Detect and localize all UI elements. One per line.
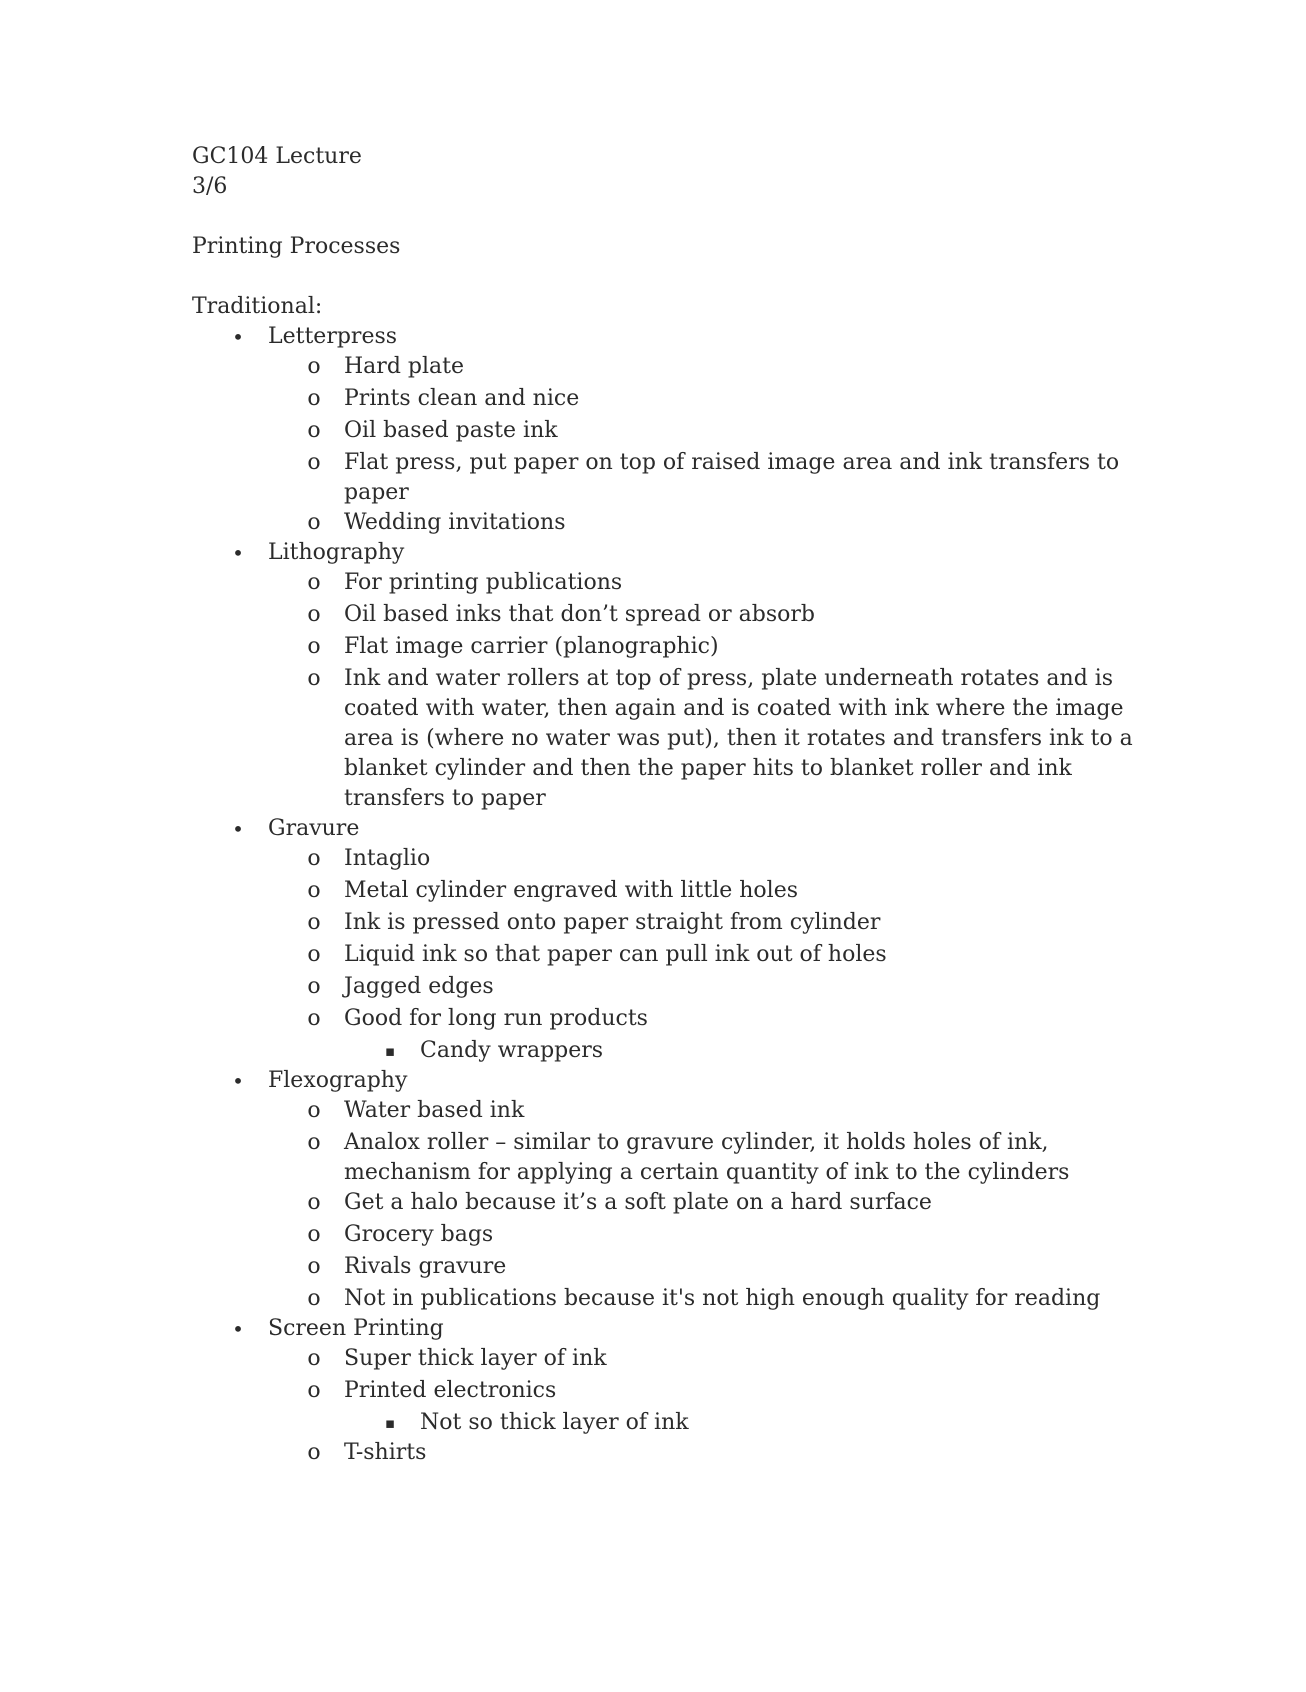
sub-bullet-icon: o — [307, 510, 321, 535]
bullet-icon: • — [232, 1069, 244, 1093]
bullet-icon: • — [232, 817, 244, 841]
sub-item: Good for long run products — [344, 1006, 648, 1031]
sub-item: Oil based inks that don’t spread or absorb — [344, 602, 815, 627]
sub-item: For printing publications — [344, 570, 623, 595]
section-heading: Traditional: — [192, 294, 323, 319]
sub-item-continued: transfers to paper — [344, 786, 546, 811]
sub-item: Intaglio — [344, 846, 431, 871]
sub-item: Get a halo because it’s a soft plate on a hard surface — [344, 1190, 932, 1215]
sub-item: Ink and water rollers at top of press, plate underneath rotates and is — [344, 666, 1114, 691]
sub-bullet-icon: o — [307, 1006, 321, 1031]
sub-bullet-icon: o — [307, 1190, 321, 1215]
sub-item: Liquid ink so that paper can pull ink out of holes — [344, 942, 887, 967]
sub-item: Ink is pressed onto paper straight from cylinder — [344, 910, 881, 935]
sub-bullet-icon: o — [307, 1098, 321, 1123]
sub-bullet-icon: o — [307, 354, 321, 379]
sub-bullet-icon: o — [307, 418, 321, 443]
sub-bullet-icon: o — [307, 1378, 321, 1403]
sub-bullet-icon: o — [307, 634, 321, 659]
sub-bullet-icon: o — [307, 1346, 321, 1371]
sub-item: Not in publications because it's not high enough quality for reading — [344, 1286, 1101, 1311]
list-item-label: Screen Printing — [268, 1316, 444, 1341]
sub-item: Rivals gravure — [344, 1254, 507, 1279]
sub-bullet-icon: o — [307, 878, 321, 903]
course-heading: GC104 Lecture — [192, 144, 362, 169]
sub-bullet-icon: o — [307, 1286, 321, 1311]
sub-item: Metal cylinder engraved with little holes — [344, 878, 798, 903]
sub-item: Hard plate — [344, 354, 464, 379]
sub-bullet-icon: o — [307, 570, 321, 595]
sub-bullet-icon: o — [307, 1254, 321, 1279]
sub-item: Water based ink — [344, 1098, 525, 1123]
sub-item-continued: paper — [344, 480, 409, 505]
sub-bullet-icon: o — [307, 1130, 321, 1155]
sub-bullet-icon: o — [307, 1440, 321, 1465]
sub-bullet-icon: o — [307, 942, 321, 967]
sub-item: Analox roller – similar to gravure cylinder, it holds holes of ink, — [344, 1130, 1049, 1155]
sub-item-continued: area is (where no water was put), then it rotates and transfers ink to a — [344, 726, 1133, 751]
sub-item: Flat image carrier (planographic) — [344, 634, 719, 659]
list-item-label: Letterpress — [268, 324, 398, 349]
list-item-label: Gravure — [268, 816, 360, 841]
lecture-date: 3/6 — [192, 174, 228, 199]
sub-item: T-shirts — [344, 1440, 427, 1465]
sub-item-continued: mechanism for applying a certain quantity of ink to the cylinders — [344, 1160, 1070, 1185]
square-bullet-icon: ▪ — [384, 1042, 396, 1060]
list-item-label: Lithography — [268, 540, 405, 565]
list-item-label: Flexography — [268, 1068, 408, 1093]
bullet-icon: • — [232, 325, 244, 349]
sub-bullet-icon: o — [307, 1222, 321, 1247]
sub-bullet-icon: o — [307, 450, 321, 475]
sub-bullet-icon: o — [307, 602, 321, 627]
sub-item: Flat press, put paper on top of raised image area and ink transfers to — [344, 450, 1120, 475]
bullet-icon: • — [232, 541, 244, 565]
sub-sub-item: Candy wrappers — [420, 1038, 604, 1063]
sub-item: Prints clean and nice — [344, 386, 580, 411]
sub-bullet-icon: o — [307, 846, 321, 871]
bullet-icon: • — [232, 1317, 244, 1341]
sub-bullet-icon: o — [307, 386, 321, 411]
sub-item: Wedding invitations — [344, 510, 566, 535]
sub-item: Super thick layer of ink — [344, 1346, 607, 1371]
sub-sub-item: Not so thick layer of ink — [420, 1410, 689, 1435]
sub-bullet-icon: o — [307, 974, 321, 999]
sub-item-continued: blanket cylinder and then the paper hits to blanket roller and ink — [344, 756, 1072, 781]
sub-item: Jagged edges — [344, 974, 494, 999]
sub-item: Grocery bags — [344, 1222, 494, 1247]
sub-item: Printed electronics — [344, 1378, 557, 1403]
sub-item: Oil based paste ink — [344, 418, 558, 443]
sub-bullet-icon: o — [307, 666, 321, 691]
page-title: Printing Processes — [192, 234, 401, 259]
sub-bullet-icon: o — [307, 910, 321, 935]
square-bullet-icon: ▪ — [384, 1414, 396, 1432]
sub-item-continued: coated with water, then again and is coated with ink where the image — [344, 696, 1124, 721]
